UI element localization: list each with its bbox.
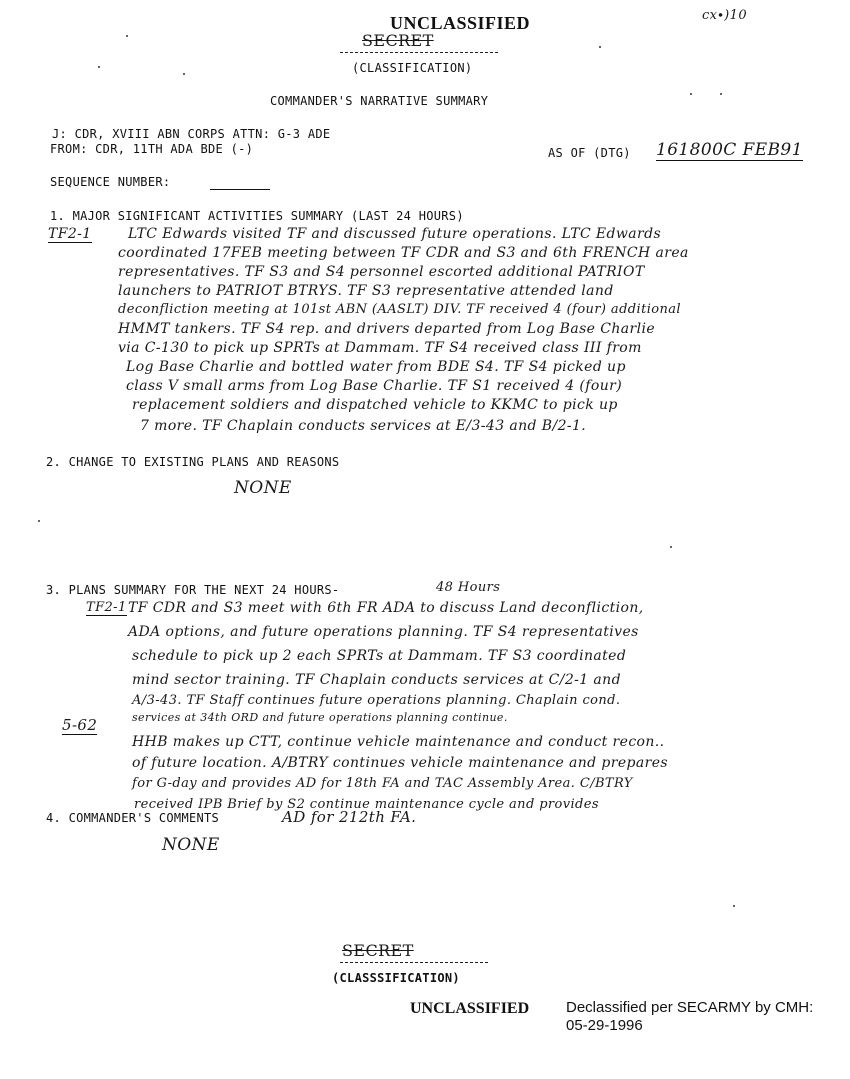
section1-line: HMMT tankers. TF S4 rep. and drivers departed from Log Base Charlie xyxy=(118,321,656,337)
section3-heading: 3. PLANS SUMMARY FOR THE NEXT 24 HOURS- xyxy=(46,583,340,597)
form-title: COMMANDER'S NARRATIVE SUMMARY xyxy=(270,94,489,108)
section1-line: LTC Edwards visited TF and discussed future operations. LTC Edwards xyxy=(128,226,662,242)
scan-speck xyxy=(720,93,722,95)
section3-line: for G-day and provides AD for 18th FA and TAC Assembly Area. C/BTRY xyxy=(132,776,633,791)
classification-label: (CLASSIFICATION) xyxy=(352,61,473,75)
section1-line: 7 more. TF Chaplain conducts services at E/3-43 and B/2-1. xyxy=(140,418,587,434)
scan-speck xyxy=(599,46,601,48)
scan-speck xyxy=(670,546,672,548)
declassified-note-line2: 05-29-1996 xyxy=(566,1017,643,1034)
section1-line: via C-130 to pick up SPRTs at Dammam. TF S4 received class III from xyxy=(118,340,642,356)
section3-line: A/3-43. TF Staff continues future operations planning. Chaplain cond. xyxy=(132,693,621,708)
sequence-label: SEQUENCE NUMBER: xyxy=(50,175,171,189)
section3-line: HHB makes up CTT, continue vehicle maintenance and conduct recon.. xyxy=(132,734,665,750)
from-line: FROM: CDR, 11TH ADA BDE (-) xyxy=(50,142,254,156)
section3-line: ADA options, and future operations planning. TF S4 representatives xyxy=(128,624,639,640)
section2-heading: 2. CHANGE TO EXISTING PLANS AND REASONS xyxy=(46,455,340,469)
bottom-unclassified-stamp: UNCLASSIFIED xyxy=(410,1000,530,1017)
bottom-classification-rule xyxy=(340,962,488,963)
as-of-value: 161800C FEB91 xyxy=(656,140,803,160)
section1-line: class V small arms from Log Base Charlie. TF S1 received 4 (four) xyxy=(126,378,623,394)
section3-line: of future location. A/BTRY continues vehicle maintenance and prepares xyxy=(132,755,668,771)
section3-line: mind sector training. TF Chaplain conducts services at C/2-1 and xyxy=(132,672,621,688)
as-of-label: AS OF (DTG) xyxy=(548,146,631,160)
scan-speck xyxy=(38,520,40,522)
section3-line: TF CDR and S3 meet with 6th FR ADA to discuss Land deconfliction, xyxy=(128,600,644,616)
section1-heading: 1. MAJOR SIGNIFICANT ACTIVITIES SUMMARY (LAST 24 HOURS) xyxy=(50,209,464,223)
section1-line: representatives. TF S3 and S4 personnel escorted additional PATRIOT xyxy=(118,264,645,280)
section1-line: coordinated 17FEB meeting between TF CDR and S3 and 6th FRENCH area xyxy=(118,245,689,261)
scan-speck xyxy=(98,66,100,68)
section3-line: services at 34th ORD and future operations planning continue. xyxy=(132,711,508,724)
scan-speck xyxy=(183,73,185,75)
section3-line: schedule to pick up 2 each SPRTs at Dammam. TF S3 coordinated xyxy=(132,648,627,664)
sequence-blank xyxy=(210,189,270,190)
section4-body: NONE xyxy=(162,835,220,855)
top-unclassified-stamp: UNCLASSIFIED xyxy=(390,13,531,33)
section3-unit1: TF2-1 xyxy=(86,600,127,615)
section3-heading-hand: 48 Hours xyxy=(436,580,501,595)
section1-line: replacement soldiers and dispatched vehicle to KKMC to pick up xyxy=(132,397,618,413)
section3-line: received IPB Brief by S2 continue maintenance cycle and provides xyxy=(134,797,599,812)
section2-body: NONE xyxy=(234,478,292,498)
declassified-note-line1: Declassified per SECARMY by CMH: xyxy=(566,999,814,1016)
bottom-secret-struck: SECRET xyxy=(342,941,414,960)
corner-note: cx∙)10 xyxy=(702,8,747,23)
section1-line: Log Base Charlie and bottled water from BDE S4. TF S4 picked up xyxy=(126,359,626,375)
top-secret-struck: SECRET xyxy=(362,31,434,50)
section1-line: deconfliction meeting at 101st ABN (AASLT) DIV. TF received 4 (four) additional xyxy=(118,302,681,317)
scan-speck xyxy=(733,905,735,907)
to-line: J: CDR, XVIII ABN CORPS ATTN: G-3 ADE xyxy=(52,127,331,141)
section3-last-line: AD for 212th FA. xyxy=(282,808,417,826)
bottom-classification-label: (CLASSSIFICATION) xyxy=(332,971,460,985)
top-classification-rule xyxy=(340,52,498,53)
scan-speck xyxy=(690,93,692,95)
section4-heading: 4. COMMANDER'S COMMENTS xyxy=(46,811,220,825)
section1-line: launchers to PATRIOT BTRYS. TF S3 representative attended land xyxy=(118,283,614,299)
section3-unit2: 5-62 xyxy=(62,716,98,734)
section1-unit: TF2-1 xyxy=(48,226,92,242)
scan-speck xyxy=(126,35,128,37)
